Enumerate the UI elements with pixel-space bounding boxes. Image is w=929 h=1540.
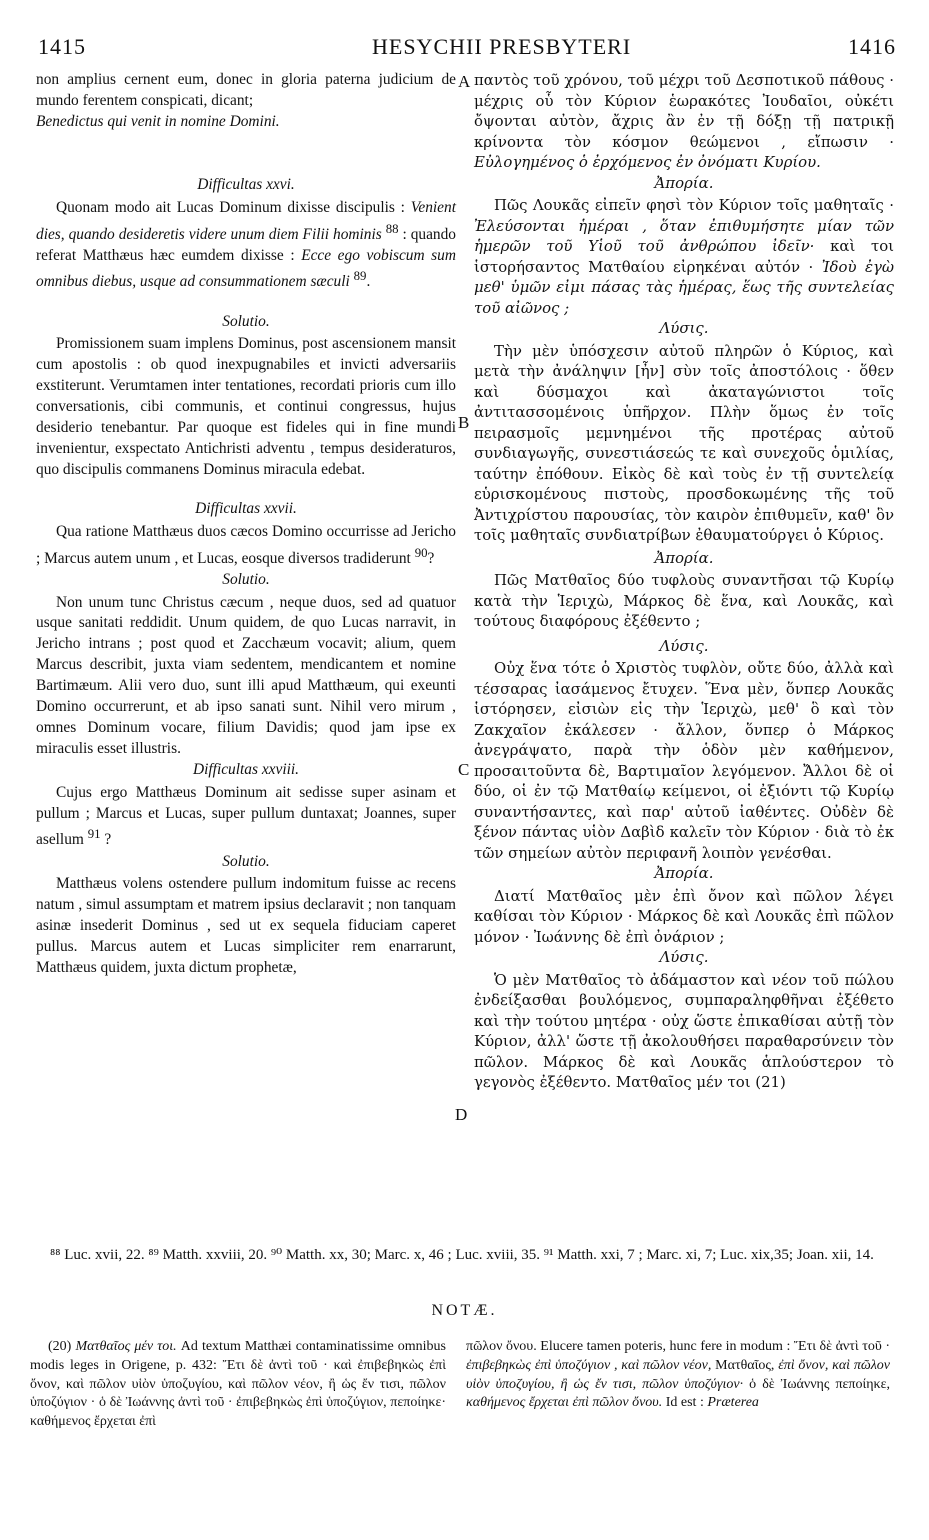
margin-letter-c: C: [458, 760, 470, 779]
latin-difficulty-28-heading: Difficultas xxviii.: [193, 760, 299, 778]
greek-solution-26-heading: Λύσις.: [659, 319, 709, 337]
footnotes: [30, 1245, 890, 1265]
greek-difficulty-27-question: Πῶς Ματθαῖος δύο τυφλοὺς συναντῆσαι τῷ Κυρίῳ κατὰ τὴν Ἱεριχὼ, Μάρκος δὲ ἕνα, καὶ Λουκᾶς, καὶ τούτους διαφόρους ἐξέθεντο ;: [474, 571, 894, 630]
greek-solution-28-text: Ὁ μὲν Ματθαῖος τὸ ἀδάμαστον καὶ νέον τοῦ πώλου ἐνδείξασθαι βουλόμενος, συμπαραληφθῆναι ἐξέθετο καὶ τὴν τούτου μητέρα · οὐχ ὥστε ἐπικαθίσαι αὐτῇ τὸν Κύριον, ἀλλ' ὥστε τῇ ἀκολουθήσει παραθαρσύνειν τὸν πῶλον. Μάρκος δὲ καὶ Λουκᾶς ἁπλούστερον τὸ γεγονὸς ἐξέθεντο. Ματθαῖος μέν τοι (21): [474, 970, 894, 1091]
greek-difficulty-26-question: Πῶς Λουκᾶς εἰπεῖν φησὶ τὸν Κύριον τοῖς μαθηταῖς · Ἐλεύσονται ἡμέραι , ὅταν ἐπιθυμήσητε μίαν τῶν ἡμερῶν τοῦ Υἱοῦ τοῦ ἀνθρώπου ἰδεῖν· καὶ τοι ἱστορήσαντος Ματθαίου εἰρηκέναι αὐτόν · Ἰδοὺ ἐγὼ μεθ' ὑμῶν εἰμι πάσας τὰς ἡμέρας, ἕως τῆς συντελείας τοῦ αἰῶνος ;: [474, 196, 895, 317]
latin-solution-26-heading: Solutio.: [222, 312, 270, 330]
notes-heading: NOTÆ.: [431, 1302, 498, 1319]
latin-intro: non amplius cernent eum, donec in gloria paterna judicium de mundo ferentem conspicati, dicant; Benedictus qui venit in nomine Domini.: [36, 71, 456, 130]
latin-difficulty-26-question: Quonam modo ait Lucas Dominum dixisse discipulis : Venient dies, quando desideretis videre unum diem Filii hominis $^{88}$ : quando referat Matthæus hæc eumdem dixisse : Ecce ego vobiscum sum omnibus diebus, usque ad consummationem sæculi $^{89}$.: [36, 198, 457, 291]
running-title: HESYCHII PRESBYTERI: [372, 34, 632, 59]
greek-solution-27-text: Οὐχ ἕνα τότε ὁ Χριστὸς τυφλὸν, οὔτε δύο, ἀλλὰ καὶ τέσσαρας ἰασάμενος ἔτυχεν. Ἕνα μὲν, ὅνπερ Λουκᾶς ἱστόρησεν, εἰσιὼν εἰς τὴν Ἱεριχὼ, μεθ' ὃ καὶ τὸν Ζακχαῖον ἐκάλεσεν · ἄλλον, ὅνπερ ὁ Μάρκος ἀνεγράψατο, παρὰ τὴν ὁδὸν μὲν καθήμενον, προσαιτοῦντα δὲ, Βαρτιμαῖον λεγόμενον. Ἄλλοι δὲ οἱ δύο, οἱ ἐν τῷ Ματθαίῳ κείμενοι, οἱ ἐξιόντι τῷ Κυρίῳ συναντήσαντες, καὶ παρ' αὐτοῦ ἰαθέντες. Οὐδὲν δὲ ξένον πάντας υἱὸν Δαβὶδ καλεῖν τὸν Κύριον · διὰ τὸ ἐκ τῶν σημείων αὐτὸν περιφανῆ λοιπὸν γενέσθαι.: [474, 659, 894, 862]
greek-difficulty-28-heading: Ἀπορία.: [654, 864, 714, 882]
greek-solution-26-text: Τὴν μὲν ὑπόσχεσιν αὐτοῦ πληρῶν ὁ Κύριος, καὶ μετὰ τὴν ἀνάληψιν [ἦν] σὺν τοῖς ἀποστόλοις · ὅθεν καὶ δύσμαχοι καὶ ἀκαταγώνιστοι τοῖς ἀντιτασσομένοις ὑπῆρχον. Πλὴν ὅμως ἐν τοῖς πειρασμοῖς μεμνημένοι τῆς προτέρας αὐτοῦ συνδιαγωγῆς, συνεστιάσεώς τε καὶ συνεχοῦς ὁμιλίας, ταύτην ἐπόθουν. Εἰκὸς δὲ καὶ τοὺς ἐν τῇ συντελείᾳ εὑρισκομένους πιστοὺς, προσδοκωμένης τῆς τοῦ Ἀντιχρίστου παρουσίας, τὸν καιρὸν ἐπιθυμεῖν, καθ' ὃν τοῖς μαθηταῖς συνδιατρίβων ἐθαυματούργει ὁ Κύριος.: [474, 341, 894, 544]
latin-difficulty-26-heading: Difficultas xxvi.: [197, 175, 295, 193]
latin-column: [36, 70, 456, 979]
greek-column: [474, 70, 894, 1093]
latin-difficulty-27-question: Qua ratione Matthæus duos cæcos Domino occurrisse ad Jericho ; Marcus autem unum , et Lucas, eosque diversos tradiderunt $^{90}$?: [36, 522, 456, 567]
footnote-references: ⁸⁸ Luc. xvii, 22. ⁸⁹ Matth. xxviii, 20. ⁹⁰ Matth. xx, 30; Marc. x, 46 ; Luc. xviii, 35. ⁹¹ Matth. xxi, 7 ; Marc. xi, 7; Luc. xix,35; Joan. xii, 14.: [50, 1247, 874, 1263]
latin-difficulty-27-heading: Difficultas xxvii.: [195, 499, 297, 517]
margin-letter-b: B: [458, 413, 470, 432]
page-number-right: 1416: [848, 34, 896, 59]
latin-solution-28-heading: Solutio.: [222, 852, 270, 870]
greek-solution-27-heading: Λύσις.: [659, 636, 709, 655]
page-header: [30, 34, 896, 64]
notes-right-column: [466, 1338, 890, 1413]
latin-solution-26-text: Promissionem suam implens Dominus, post ascensionem mansit cum apostolis : ob quod inexpugnabiles et invicti adversariis exstiterunt. Verumtamen inter tentationes, recordati prioris cum illo conversationis, cibi communis, et continui congressus, hujus desiderio tenebantur. Par quoque est fideles qui in fine mundi invenientur, exspectato Antichristi adventu , tempus desideraturos, quo discipulis commanens Dominus miracula edebat.: [36, 335, 456, 478]
latin-difficulty-28-question: Cujus ergo Matthæus Dominum ait sedisse super asinam et pullum ; Marcus et Lucas, super pullum duntaxat; Joannes, super asellum $^{91}$ ?: [36, 783, 456, 849]
page-number-left: 1415: [38, 34, 86, 59]
note-20-continued: πῶλον ὄνου. Elucere tamen poteris, hunc fere in modum : Ἔτι δὲ ἀντὶ τοῦ · ἐπιβεβηκὼς ἐπὶ ὑποζύγιον , καὶ πῶλον νέον, Ματθαῖος, ἐπὶ ὄνον, καὶ πῶλον υἱὸν ὑποζυγίου, ἢ ὡς ἔν τισι, πῶλον ὑποζύγιον· ὁ δὲ Ἰωάννης πεποίηκε, καθήμενος ἔρχεται ἐπὶ πῶλον ὄνου. Id est : Præterea: [466, 1339, 891, 1411]
greek-difficulty-27-heading: Ἀπορία.: [654, 548, 714, 567]
notes-left-column: [30, 1338, 446, 1432]
latin-solution-27-heading: Solutio.: [222, 570, 270, 588]
latin-solution-27-text: Non unum tunc Christus cæcum , neque duos, sed ad quatuor usque sanitati reddidit. Unum quidem, de quo Lucas narravit, in Jericho intrans ; post quod et Zacchæum vocavit; alium, quem Marcus describit, juxta viam sedentem, mendicantem et nomine Bartimæum. Alii vero duo, sunt illi apud Matthæum, qui exeunti Domino occurrerunt, et ab ipso sanati sunt. Nihil vero mirum , omnes Dominum vocare, filium Davidis; quod jam ipse ex miraculis esset illustris.: [36, 593, 456, 757]
latin-solution-28-text: Matthæus volens ostendere pullum indomitum fuisse ac recens natum , simul assumptam et matrem ipsius declaravit ; non tanquam asinæ insederit Dominus , sed ut ex sequela fiduciam caperet pullus. Marcus autem et Lucas simpliciter rem enarrarunt, Matthæus quidem, juxta dictum prophetæ,: [36, 875, 456, 977]
greek-difficulty-26-heading: Ἀπορία.: [654, 173, 714, 192]
note-20: (20) Ματθαῖος μέν τοι. Ad textum Matthæi contaminatissime omnibus modis leges in Origene, p. 432: Ἔτι δὲ ἀντὶ τοῦ · καὶ ἐπιβεβηκὼς ἐπὶ ὄνον, καὶ πῶλον υἱὸν ὑποζυγίου, καὶ πῶλον νέον, ἢ ὡς ἔν τισι, πῶλον ὑποζύγιον · ὁ δὲ Ἰωάννης ἀντὶ τοῦ · ἐπιβεβηκὼς ἐπὶ ὑποζύγιον, πεποίηκε· καθήμενος ἔρχεται ἐπὶ: [30, 1339, 447, 1430]
margin-letter-d: D: [455, 1105, 468, 1124]
margin-letter-a: A: [458, 72, 471, 91]
greek-solution-28-heading: Λύσις.: [659, 948, 709, 966]
greek-difficulty-28-question: Διατί Ματθαῖος μὲν ἐπὶ ὄνον καὶ πῶλον λέγει καθίσαι τὸν Κύριον · Μάρκος δὲ καὶ Λουκᾶς ἐπὶ πῶλον μόνον · Ἰωάννης δὲ ἐπὶ ὀνάριον ;: [474, 886, 894, 946]
greek-intro: παντὸς τοῦ χρόνου, τοῦ μέχρι τοῦ Δεσποτικοῦ πάθους · μέχρις οὗ τὸν Κύριον ἑωρακότες Ἰουδαῖοι, οὐκέτι ὄψονται αὐτὸν, ἄχρις ἂν ἐν τῇ δόξῃ τῇ πατρικῇ κρίνοντα τὸν κόσμον θεώμενοι , εἴπωσιν · Εὐλογημένος ὁ ἐρχόμενος ἐν ὀνόματι Κυρίου.: [474, 71, 894, 171]
